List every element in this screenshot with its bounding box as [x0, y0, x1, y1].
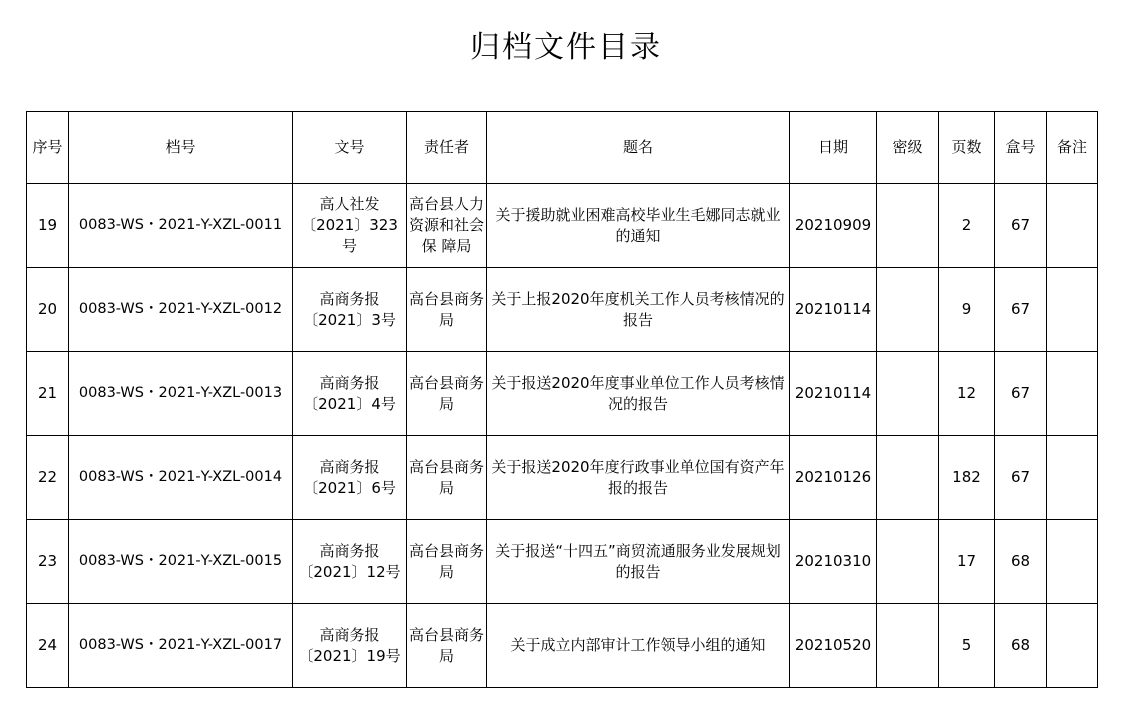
cell-remarks [1047, 520, 1098, 604]
cell-doc-title: 关于援助就业困难高校毕业生毛娜同志就业的通知 [487, 184, 790, 268]
cell-archive-no: 0083-WS・2021-Y-XZL-0015 [69, 520, 293, 604]
cell-doc-title: 关于报送2020年度事业单位工作人员考核情况的报告 [487, 352, 790, 436]
cell-pages: 5 [939, 604, 995, 688]
cell-box: 67 [995, 268, 1047, 352]
header-security: 密级 [877, 112, 939, 184]
cell-responsible: 高台县商务局 [407, 268, 487, 352]
cell-responsible: 高台县商务局 [407, 352, 487, 436]
cell-doc-no: 高商务报〔2021〕19号 [293, 604, 407, 688]
table-row [27, 268, 1098, 352]
cell-doc-no: 高商务报〔2021〕6号 [293, 436, 407, 520]
archive-catalog-table [26, 111, 1098, 688]
table-row [27, 352, 1098, 436]
cell-doc-no: 高商务报〔2021〕4号 [293, 352, 407, 436]
cell-box: 68 [995, 520, 1047, 604]
cell-remarks [1047, 604, 1098, 688]
table-row [27, 520, 1098, 604]
cell-archive-no: 0083-WS・2021-Y-XZL-0013 [69, 352, 293, 436]
cell-seq: 23 [27, 520, 69, 604]
header-seq: 序号 [27, 112, 69, 184]
cell-archive-no: 0083-WS・2021-Y-XZL-0012 [69, 268, 293, 352]
cell-pages: 12 [939, 352, 995, 436]
cell-date: 20210114 [790, 352, 877, 436]
header-remarks: 备注 [1047, 112, 1098, 184]
header-archive-no: 档号 [69, 112, 293, 184]
cell-box: 67 [995, 436, 1047, 520]
cell-responsible: 高台县人力资源和社会保 障局 [407, 184, 487, 268]
cell-doc-title: 关于报送2020年度行政事业单位国有资产年报的报告 [487, 436, 790, 520]
cell-remarks [1047, 184, 1098, 268]
header-row [27, 112, 1098, 184]
cell-remarks [1047, 352, 1098, 436]
cell-box: 68 [995, 604, 1047, 688]
cell-date: 20210909 [790, 184, 877, 268]
cell-security [877, 436, 939, 520]
table-row [27, 184, 1098, 268]
cell-seq: 21 [27, 352, 69, 436]
cell-pages: 17 [939, 520, 995, 604]
header-date: 日期 [790, 112, 877, 184]
header-box: 盒号 [995, 112, 1047, 184]
cell-security [877, 352, 939, 436]
cell-seq: 20 [27, 268, 69, 352]
table-row [27, 604, 1098, 688]
cell-doc-no: 高商务报〔2021〕12号 [293, 520, 407, 604]
table-row [27, 436, 1098, 520]
cell-doc-title: 关于上报2020年度机关工作人员考核情况的报告 [487, 268, 790, 352]
cell-responsible: 高台县商务局 [407, 520, 487, 604]
header-responsible: 责任者 [407, 112, 487, 184]
cell-date: 20210310 [790, 520, 877, 604]
cell-responsible: 高台县商务局 [407, 604, 487, 688]
cell-pages: 182 [939, 436, 995, 520]
cell-doc-no: 高人社发〔2021〕323号 [293, 184, 407, 268]
cell-archive-no: 0083-WS・2021-Y-XZL-0014 [69, 436, 293, 520]
header-doc-no: 文号 [293, 112, 407, 184]
cell-responsible: 高台县商务局 [407, 436, 487, 520]
cell-archive-no: 0083-WS・2021-Y-XZL-0011 [69, 184, 293, 268]
cell-remarks [1047, 268, 1098, 352]
header-doc-title: 题名 [487, 112, 790, 184]
cell-security [877, 520, 939, 604]
cell-security [877, 184, 939, 268]
header-pages: 页数 [939, 112, 995, 184]
cell-pages: 9 [939, 268, 995, 352]
cell-doc-no: 高商务报〔2021〕3号 [293, 268, 407, 352]
cell-date: 20210126 [790, 436, 877, 520]
cell-archive-no: 0083-WS・2021-Y-XZL-0017 [69, 604, 293, 688]
cell-date: 20210114 [790, 268, 877, 352]
cell-box: 67 [995, 184, 1047, 268]
cell-date: 20210520 [790, 604, 877, 688]
cell-pages: 2 [939, 184, 995, 268]
cell-box: 67 [995, 352, 1047, 436]
cell-seq: 24 [27, 604, 69, 688]
cell-doc-title: 关于报送“十四五”商贸流通服务业发展规划的报告 [487, 520, 790, 604]
cell-security [877, 268, 939, 352]
cell-seq: 19 [27, 184, 69, 268]
cell-doc-title: 关于成立内部审计工作领导小组的通知 [487, 604, 790, 688]
page-title: 归档文件目录 [470, 30, 662, 65]
cell-remarks [1047, 436, 1098, 520]
cell-security [877, 604, 939, 688]
cell-seq: 22 [27, 436, 69, 520]
